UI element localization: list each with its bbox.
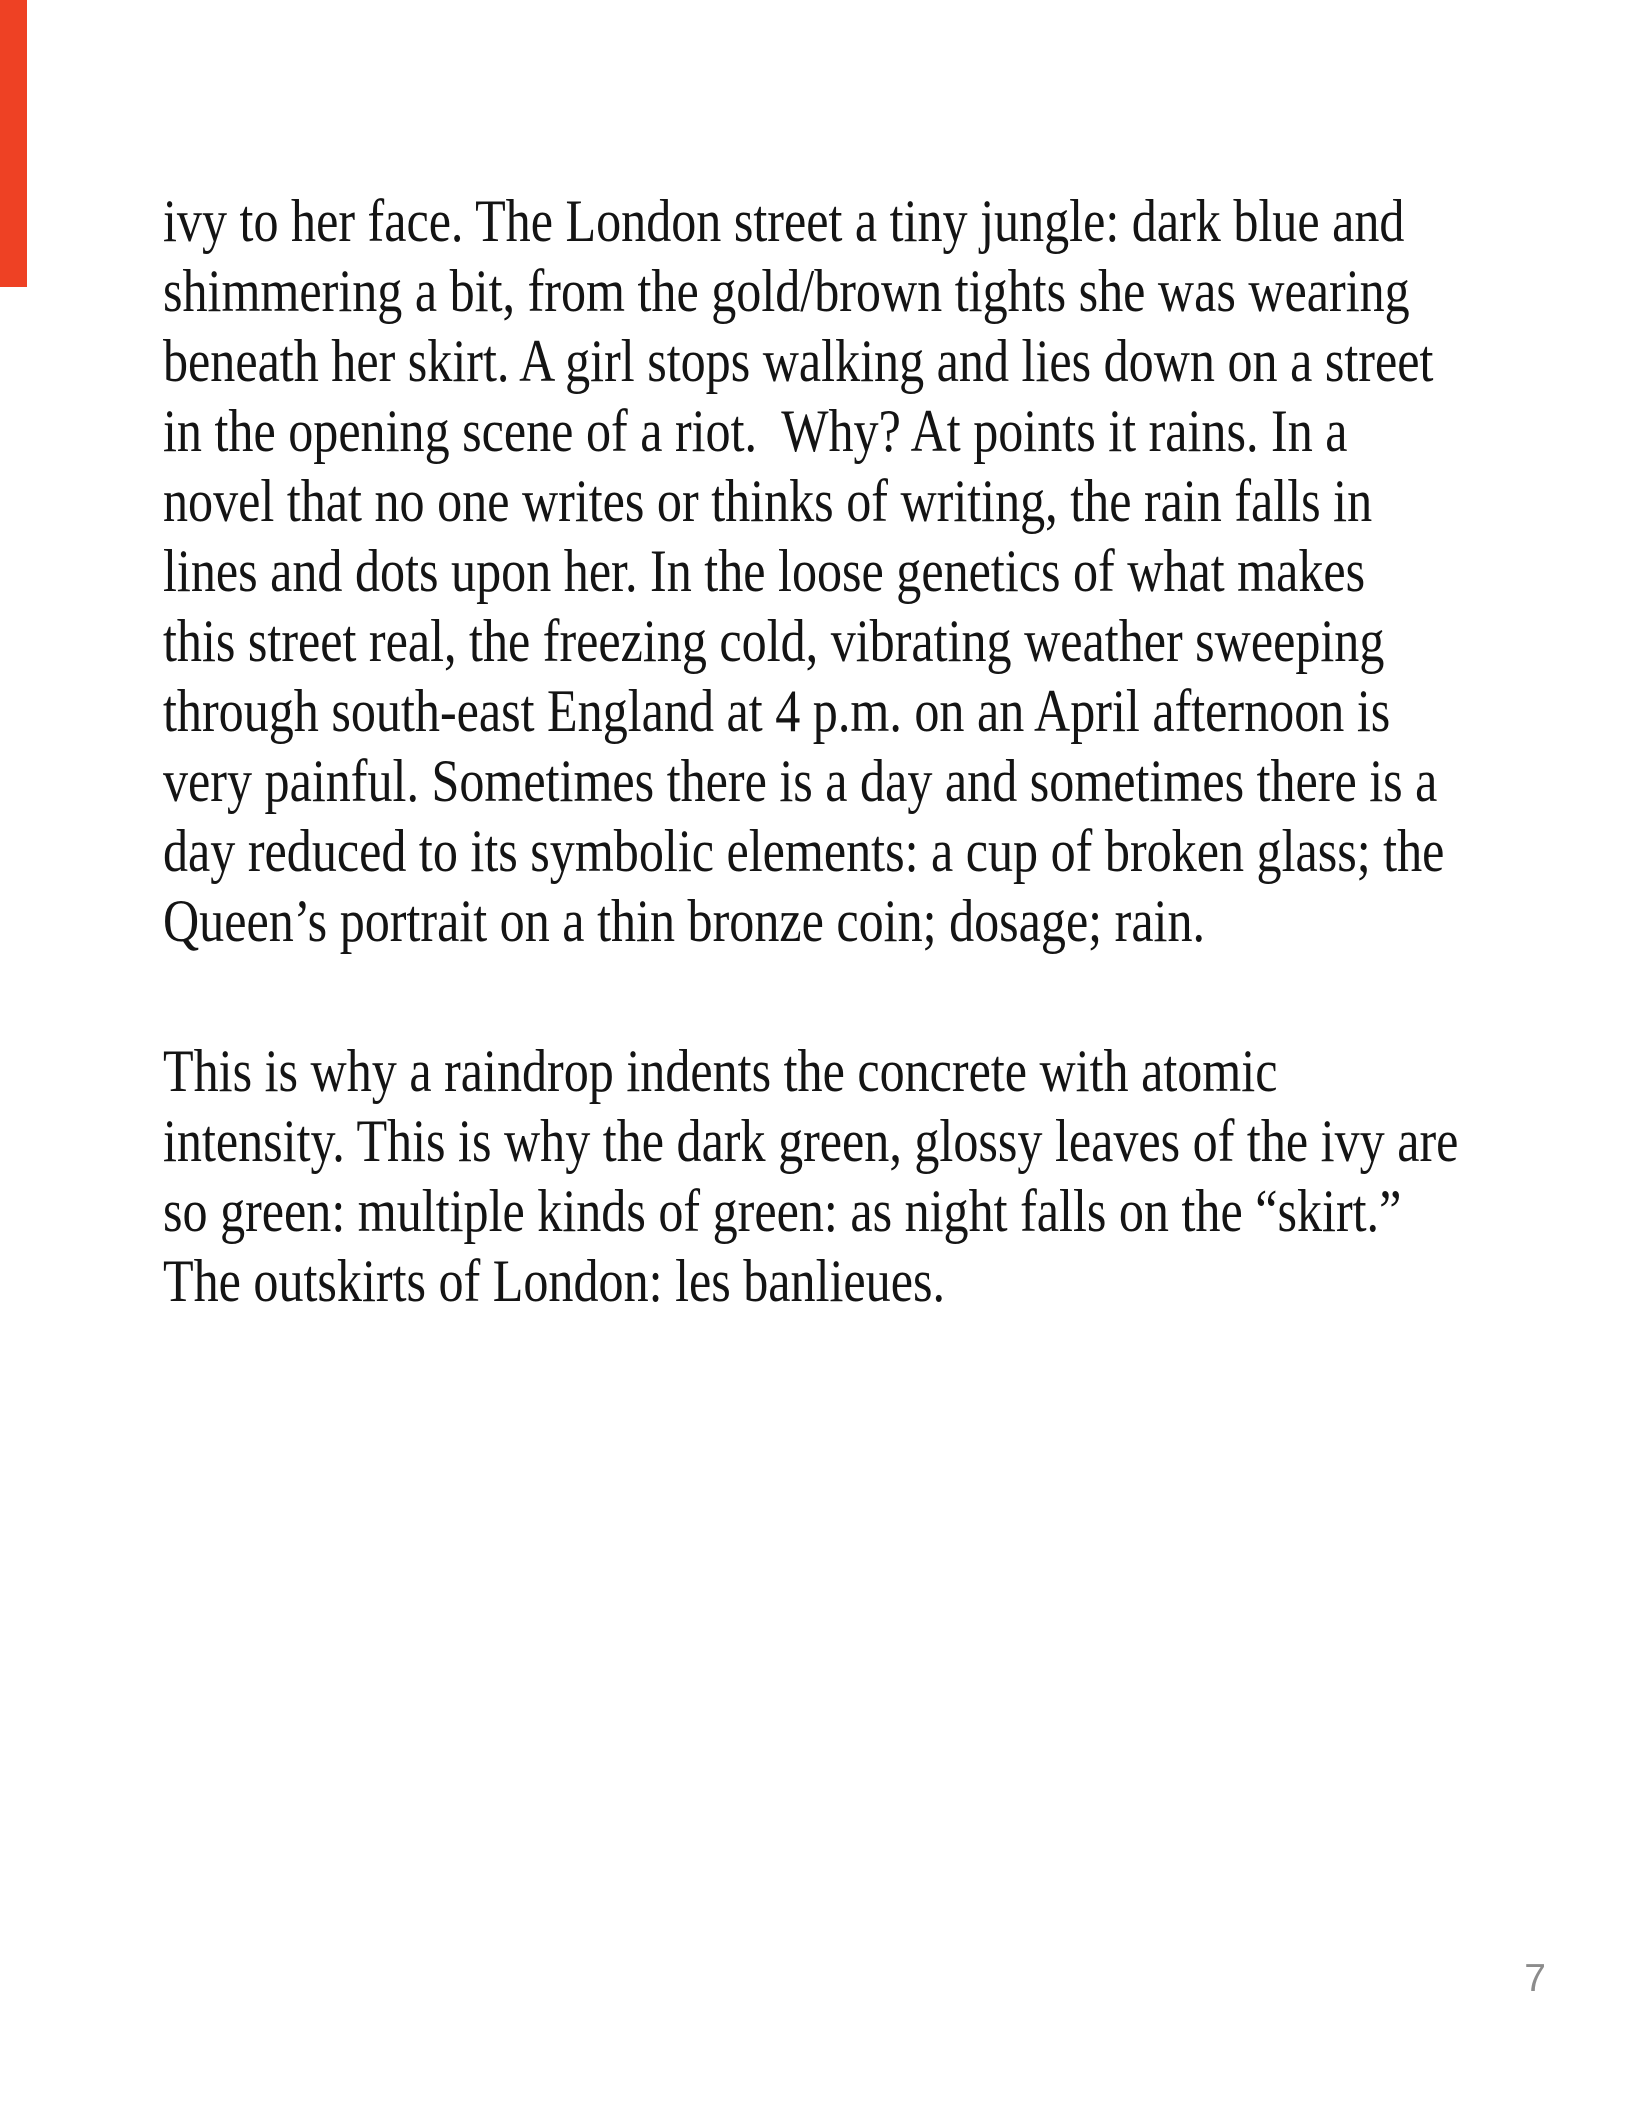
bookmark-ribbon [0, 0, 27, 287]
paragraph-1 [163, 186, 1499, 956]
text-line: The outskirts of London: les banlieues. [163, 1248, 945, 1314]
text-line: lines and dots upon her. In the loose genetics of what makes [163, 538, 1366, 604]
text-line: this street real, the freezing cold, vibrating weather sweeping [163, 608, 1385, 674]
text-line: shimmering a bit, from the gold/brown tights she was wearing [163, 258, 1410, 324]
paragraph-2 [163, 1036, 1499, 1316]
text-line: ivy to her face. The London street a tiny jungle: dark blue and [163, 188, 1405, 254]
page-text [163, 186, 1499, 1316]
text-line: day reduced to its symbolic elements: a cup of broken glass; the [163, 818, 1445, 884]
text-line: This is why a raindrop indents the concrete with atomic [163, 1038, 1278, 1104]
text-line: Queen’s portrait on a thin bronze coin; dosage; rain. [163, 888, 1206, 954]
text-line: beneath her skirt. A girl stops walking and lies down on a street [163, 328, 1434, 394]
text-line: so green: multiple kinds of green: as night falls on the “skirt.” [163, 1178, 1402, 1244]
text-line: in the opening scene of a riot. Why? At points it rains. In a [163, 398, 1348, 464]
text-line: intensity. This is why the dark green, glossy leaves of the ivy are [163, 1108, 1459, 1174]
text-line: through south-east England at 4 p.m. on an April afternoon is [163, 678, 1391, 744]
text-line: novel that no one writes or thinks of writing, the rain falls in [163, 468, 1373, 534]
text-line: very painful. Sometimes there is a day and sometimes there is a [163, 748, 1438, 814]
page-number: 7 [1524, 1957, 1546, 2000]
